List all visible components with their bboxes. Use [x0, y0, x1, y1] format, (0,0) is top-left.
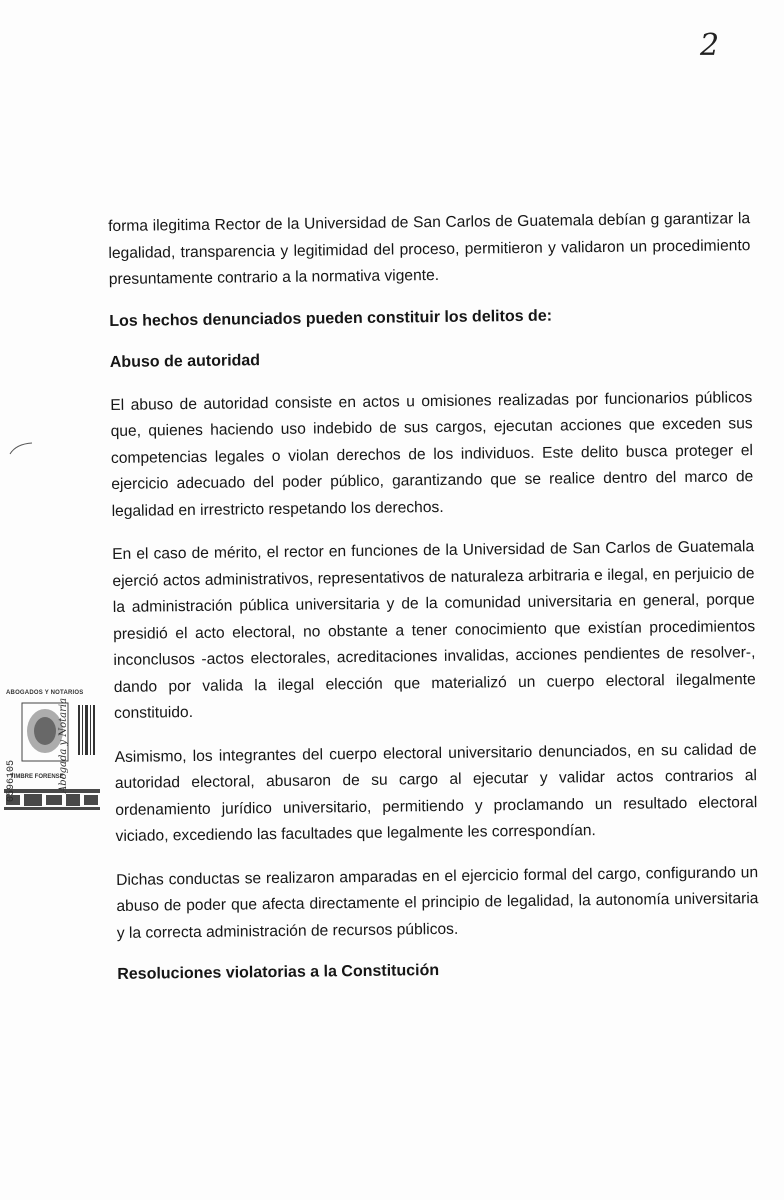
rector-paragraph: En el caso de mérito, el rector en funciones de la Universidad de San Carlos de Guatemala ejerció actos administrativos, representativos de naturaleza arbitraria e ilegal, en perjuicio de la administración pública universitaria y de la comunidad universitaria en general, porque presidió el acto electoral, no obstante a tener conocimiento que existían procedimientos inconclusos -actos electorales, acreditaciones invalidas, acciones pendientes de resolver-, dando por valida la ilegal elección que materializó un cuerpo electoral ilegalmente constituido. — [112, 538, 756, 722]
stamp-serial: 0596105 — [6, 760, 17, 803]
subheading-abuse-of-authority: Abuso de autoridad — [109, 351, 261, 371]
conduct-paragraph: Dichas conductas se realizaron amparadas en el ejercicio formal del cargo, configurando un abuso de poder que afecta directamente el principio de legalidad, la autonomía universitaria y la correcta administración de recursos públicos. — [116, 863, 759, 942]
subheading-resolutions: Resoluciones violatorias a la Constitución — [117, 962, 440, 983]
document-body — [108, 206, 760, 1005]
margin-mark-icon — [8, 440, 34, 458]
stamp-tag: TIMBRE FORENSE — [10, 774, 64, 780]
abuse-definition-paragraph: El abuso de autoridad consiste en actos u omisiones realizadas por funcionarios públicos que, quienes haciendo uso indebido de sus cargos, ejecutan acciones que exceden sus competencias legales o violan derechos de los individuos. Este delito busca proteger el ejercicio adecuado del poder público, garantizando que se realice dentro del marco de legalidad en irrestricto respetando los derechos. — [110, 388, 754, 520]
page-number: 2 — [700, 28, 720, 63]
stamp-signature-text: Abogada y Notaria — [58, 697, 69, 793]
intro-paragraph: forma ilegitima Rector de la Universidad de San Carlos de Guatemala debían g garantizar la legalidad, transparencia y legitimidad del proceso, permitieron y validaron un procedimiento presuntamente contrario a la normativa vigente. — [108, 210, 751, 288]
electoral-body-paragraph: Asimismo, los integrantes del cuerpo electoral universitario denunciados, en su calidad de autoridad electoral, abusaron de su cargo al ejecutar y validar actos contrarios al ordenamiento jurídico universitario, permitiendo y proclamando un resultado electoral viciado, excediendo las facultades que legalmente les correspondían. — [114, 740, 758, 845]
stamp-caption: ABOGADOS Y NOTARIOS — [6, 690, 84, 696]
section-heading: Los hechos denunciados pueden constituir los delitos de: — [109, 307, 553, 330]
